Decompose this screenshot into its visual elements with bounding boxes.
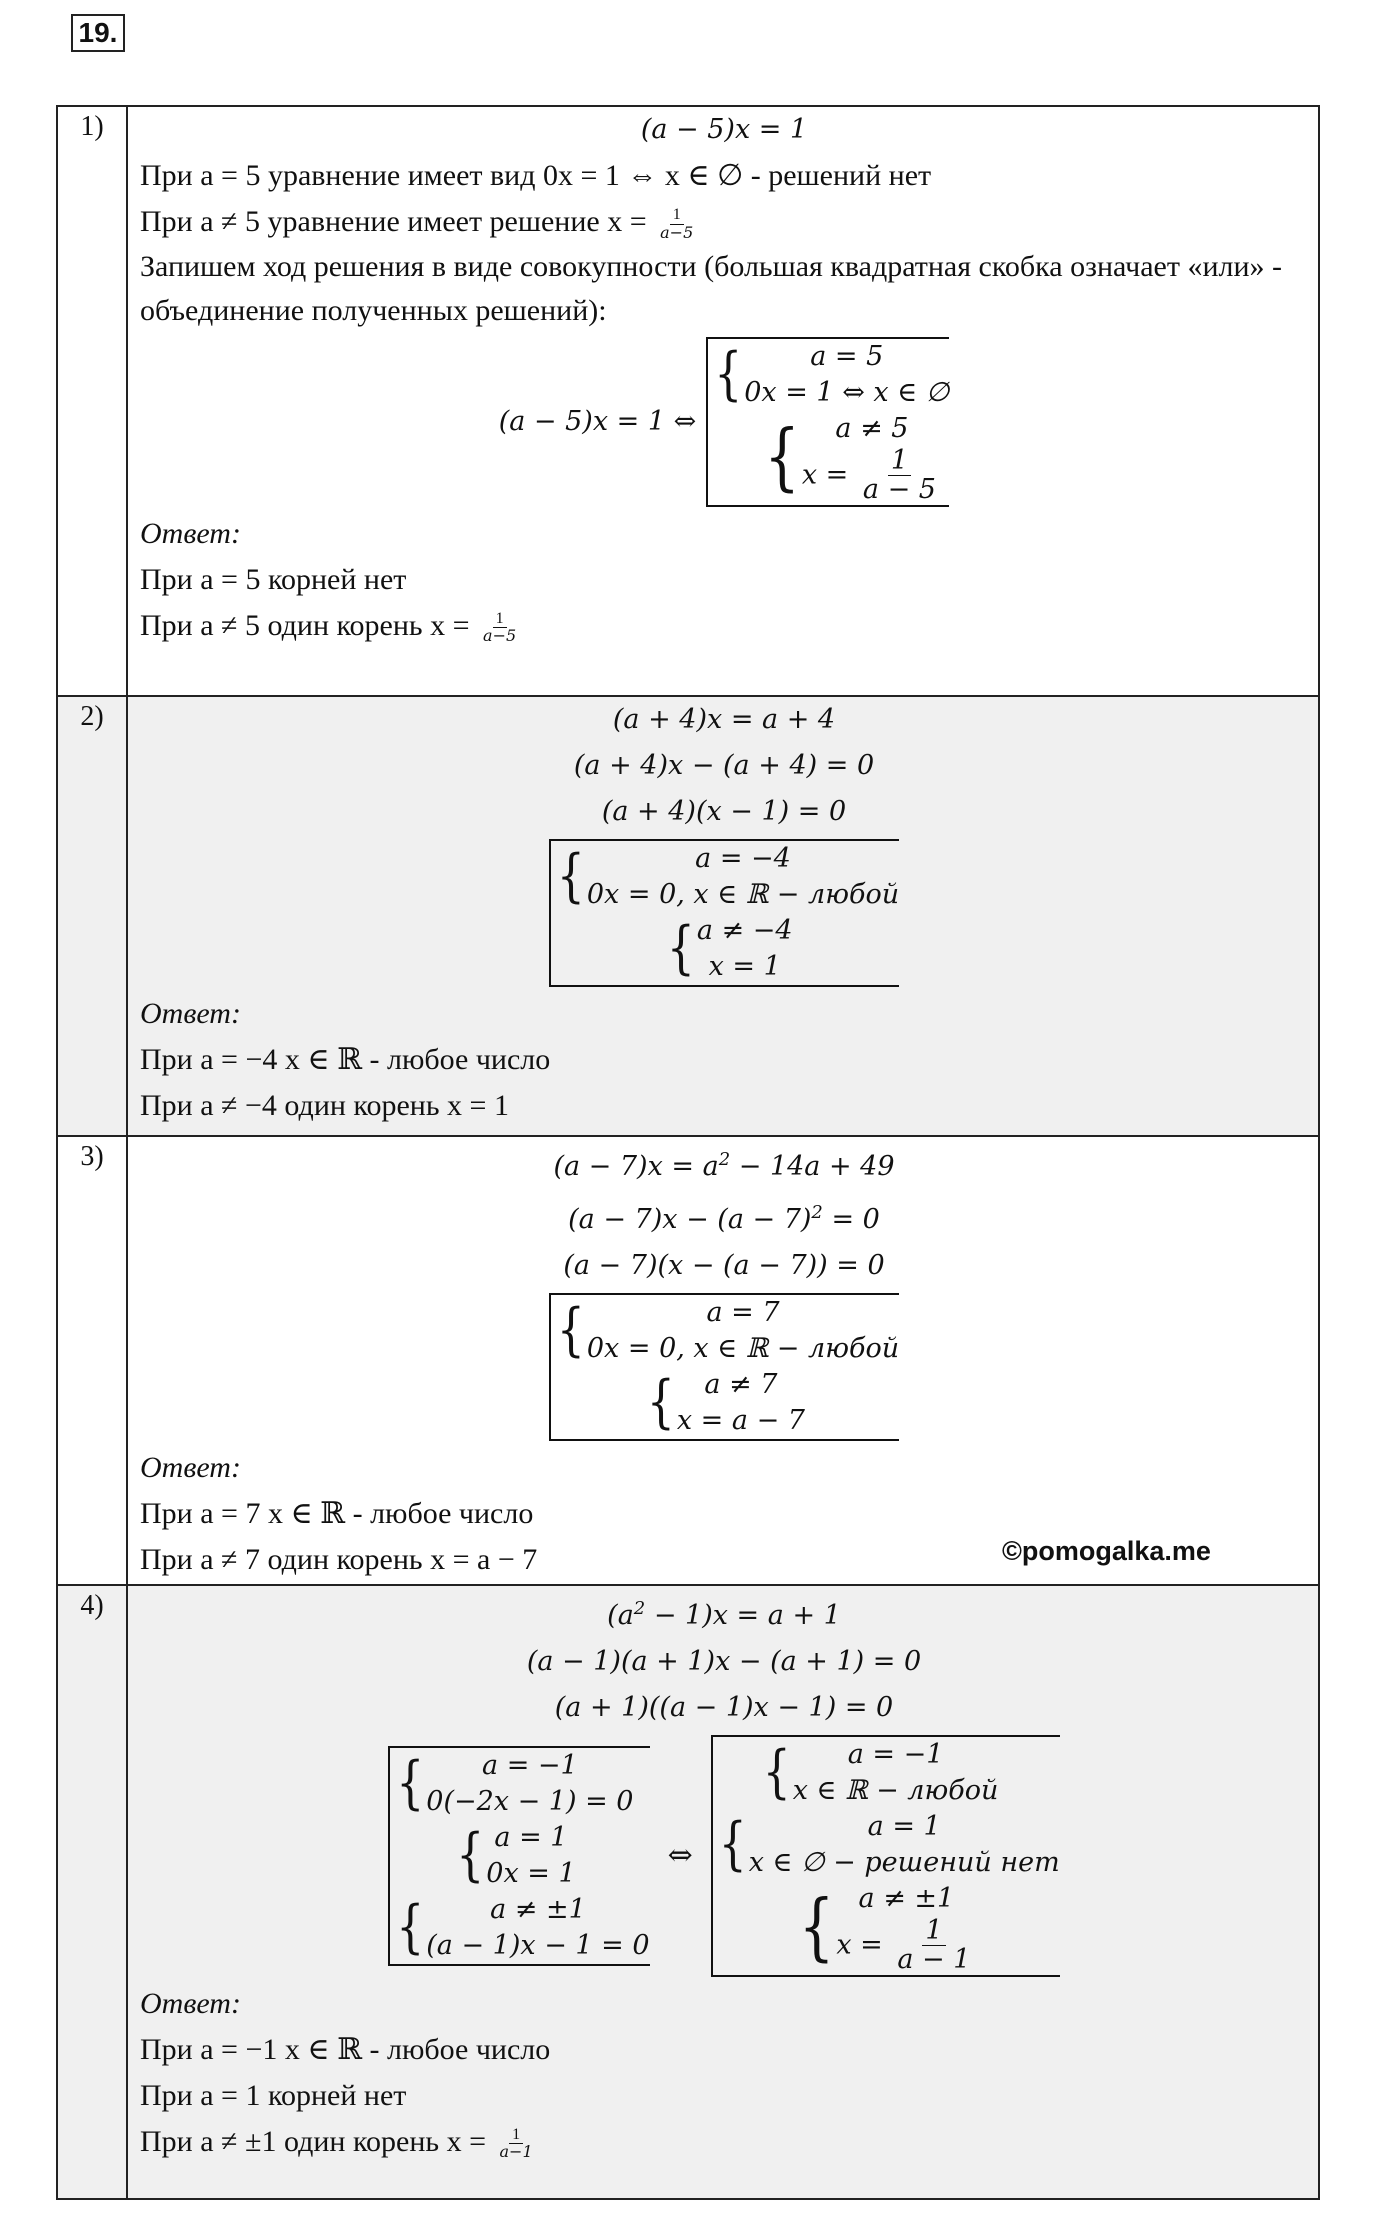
brace-icon: { — [396, 1750, 425, 1817]
fraction-denominator: a−5 — [483, 626, 517, 646]
answer-line: При a ≠ −4 один корень x = 1 — [140, 1089, 509, 1122]
answer-label: Ответ: — [140, 997, 241, 1030]
brace-icon: { — [714, 341, 743, 408]
brace-icon: { — [556, 1297, 585, 1364]
answer-line: При a = 7 x ∈ ℝ - любое число — [140, 1497, 534, 1530]
system-left: (a − 5)x = 1 ⇔ — [498, 406, 697, 438]
fraction-denominator: a−5 — [660, 222, 694, 242]
system-brace — [667, 913, 899, 985]
square-bracket-left — [388, 1746, 649, 1966]
system-brace — [456, 1820, 649, 1892]
watermark: ©pomogalka.me — [1002, 1536, 1211, 1566]
system-brace — [396, 1892, 649, 1964]
fraction — [480, 611, 519, 646]
part-index: 3) — [57, 1136, 127, 1590]
system-brace — [763, 1737, 1060, 1809]
fraction-denominator: a − 1 — [897, 1944, 971, 1976]
answer-line: При a ≠ 7 один корень x = a − 7 — [140, 1543, 538, 1576]
square-bracket — [549, 839, 899, 987]
fraction-numerator: 1 — [670, 207, 684, 225]
system-row: a ≠ 7 — [704, 1369, 778, 1400]
fraction-denominator: a−1 — [499, 2142, 533, 2162]
system-row: a = 1 — [867, 1811, 941, 1842]
system-row: a = −1 — [847, 1739, 944, 1770]
fraction-numerator: 1 — [493, 611, 507, 629]
fraction — [860, 447, 939, 505]
system-row: 0(−2x − 1) = 0 — [426, 1785, 634, 1817]
answer-line: При a ≠ 5 один корень x = $\frac{1}{a-5}$ — [140, 603, 1308, 649]
problem-number: 19. — [71, 14, 125, 52]
answer-label: Ответ: — [140, 1986, 241, 2020]
answer-label: Ответ: — [140, 1451, 241, 1484]
system-brace — [396, 1748, 649, 1820]
system-row: a = 1 — [494, 1821, 568, 1853]
square-bracket-right — [711, 1735, 1060, 1977]
equivalence-icon: ⇔ — [667, 1838, 693, 1874]
system-row: a ≠ ±1 — [490, 1893, 586, 1925]
equation: (a + 4)(x − 1) = 0 — [601, 796, 847, 827]
case-text: При a ≠ 5 уравнение имеет решение x = — [140, 205, 647, 238]
brace-icon: { — [556, 843, 585, 910]
system-block — [140, 1293, 1308, 1441]
brace-icon: { — [718, 1811, 747, 1878]
system-row: a ≠ 5 — [835, 413, 909, 444]
equation: (a − 1)(a + 1)x − (a + 1) = 0 — [526, 1646, 922, 1677]
part-2-row — [57, 696, 1319, 1136]
system-row: 0x = 0, x ∈ ℝ − любой — [586, 879, 900, 910]
system-row: 0x = 1 — [486, 1857, 576, 1889]
part-index: 1) — [57, 106, 127, 696]
fraction-numerator: 1 — [922, 1917, 945, 1946]
equation: (a + 1)((a − 1)x − 1) = 0 — [554, 1692, 894, 1723]
system-brace — [719, 1809, 1060, 1881]
fraction-numerator: 1 — [509, 2127, 523, 2145]
brace-icon: { — [646, 1369, 675, 1436]
part-index: 2) — [57, 696, 127, 1136]
part-2-body — [127, 696, 1319, 1136]
equation: $(a - 7)x - (a - 7)^2 = 0$ — [568, 1202, 880, 1235]
equation: $(a - 7)x = a^2 - 14a + 49$ — [553, 1149, 895, 1182]
system-row: a = −4 — [695, 843, 791, 874]
system-row: 0x = 0, x ∈ ℝ − любой — [586, 1333, 900, 1364]
system-row: x ∈ ∅ − решений нет — [748, 1847, 1060, 1878]
system-block — [140, 1735, 1308, 1977]
brace-icon: { — [396, 1894, 425, 1961]
system-row: 0x = 1 ⇔ x ∈ ∅ — [744, 377, 950, 408]
explanation: Запишем ход решения в виде совокупности (большая квадратная скобка означает «или» - объединение полученных решений): — [140, 250, 1283, 327]
case-line — [140, 199, 1308, 245]
solution-table-2 — [56, 1584, 1320, 2200]
system-row: a = 7 — [706, 1297, 780, 1328]
system-row: x = $\frac{1}{a - 5}$ — [802, 447, 942, 505]
part-3-body — [127, 1136, 1319, 1590]
system-brace — [557, 1295, 899, 1367]
answer-line: При a = 1 корней нет — [140, 2078, 407, 2112]
brace-icon: { — [762, 1739, 791, 1806]
equation: (a + 4)x − (a + 4) = 0 — [573, 750, 875, 781]
system-row: x = a − 7 — [676, 1405, 805, 1436]
part-3-row — [57, 1136, 1319, 1590]
system-brace — [557, 841, 899, 913]
answer-label: Ответ: — [140, 516, 241, 550]
fraction — [894, 1917, 973, 1975]
part-4-body — [127, 1585, 1319, 2199]
answer-line: При a = −4 x ∈ ℝ - любое число — [140, 1043, 551, 1076]
part-1-body — [127, 106, 1319, 696]
answer-line: При a ≠ ±1 один корень x = $\frac{1}{a-1}$ — [140, 2119, 1308, 2165]
answer-line: При a = −1 x ∈ ℝ - любое число — [140, 2032, 551, 2066]
system-row: x ∈ ℝ − любой — [792, 1775, 999, 1806]
square-bracket — [706, 337, 949, 507]
system-row: a ≠ ±1 — [858, 1883, 955, 1914]
equation: (a − 7)(x − (a − 7)) = 0 — [563, 1250, 885, 1281]
brace-icon: { — [798, 1884, 835, 1970]
system-brace — [799, 1881, 1060, 1975]
equation: $(a^2 - 1)x = a + 1$ — [607, 1598, 841, 1631]
system-row: a = −1 — [482, 1749, 578, 1781]
system-row: a ≠ −4 — [696, 915, 793, 946]
solution-table-1 — [56, 105, 1320, 1591]
square-bracket — [549, 1293, 899, 1441]
system-brace — [714, 339, 949, 411]
system-row: a = 5 — [810, 341, 884, 372]
case-line: При a = 5 уравнение имеет вид 0x = 1 ⇔ x ∈ ∅ - решений нет — [140, 159, 932, 192]
system-brace — [764, 411, 949, 505]
part-index: 4) — [57, 1585, 127, 2199]
fraction-denominator: a − 5 — [862, 474, 936, 506]
system-brace — [647, 1367, 899, 1439]
fraction — [657, 207, 696, 242]
part-1-row — [57, 106, 1319, 696]
system-block — [140, 337, 1308, 507]
fraction-numerator: 1 — [888, 447, 911, 476]
brace-icon: { — [764, 414, 800, 500]
system-block — [140, 839, 1308, 987]
equation: (a + 4)x = a + 4 — [612, 704, 836, 735]
part-4-row — [57, 1585, 1319, 2199]
brace-icon: { — [456, 1822, 485, 1889]
equation: (a − 5)x = 1 — [640, 114, 808, 145]
system-row: x = 1 — [708, 951, 781, 982]
fraction — [497, 2127, 536, 2162]
brace-icon: { — [666, 915, 695, 982]
system-row: x = $\frac{1}{a - 1}$ — [836, 1917, 976, 1975]
system-row: (a − 1)x − 1 = 0 — [426, 1929, 650, 1961]
answer-line: При a = 5 корней нет — [140, 562, 407, 596]
